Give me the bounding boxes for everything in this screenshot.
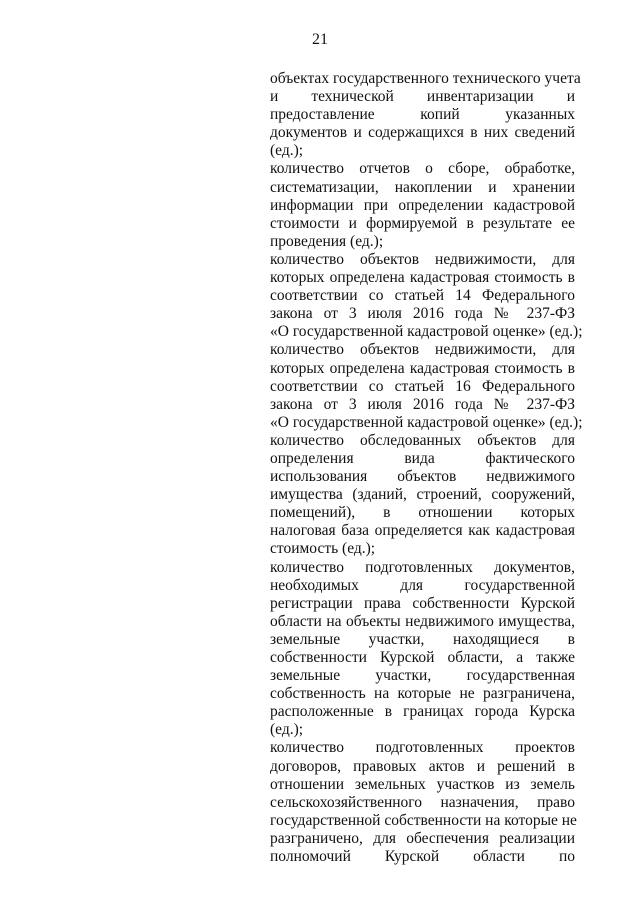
text-line: собственность на которые не разграничена, bbox=[270, 685, 575, 703]
document-body-text bbox=[270, 70, 583, 866]
text-line: закона от 3 июля 2016 года № 237-ФЗ bbox=[270, 305, 575, 323]
text-line: количество подготовленных документов, bbox=[270, 558, 575, 576]
text-line: количество подготовленных проектов bbox=[270, 739, 575, 757]
text-line: количество объектов недвижимости, для bbox=[270, 250, 575, 268]
text-line: области на объекты недвижимого имущества, bbox=[270, 612, 575, 630]
text-line: налоговая база определяется как кадастровая bbox=[270, 522, 575, 540]
text-line: полномочий Курской области по bbox=[270, 848, 575, 866]
text-line: земельные участки, государственная bbox=[270, 667, 575, 685]
text-line: разграничено, для обеспечения реализации bbox=[270, 829, 575, 847]
text-line: стоимости и формируемой в результате ее bbox=[270, 214, 575, 232]
text-line: закона от 3 июля 2016 года № 237-ФЗ bbox=[270, 395, 575, 413]
text-line: информации при определении кадастровой bbox=[270, 196, 575, 214]
text-line: предоставление копий указанных bbox=[270, 106, 575, 124]
text-line: (ед.); bbox=[270, 142, 304, 160]
text-line: определения вида фактического bbox=[270, 449, 575, 467]
text-line: которых определена кадастровая стоимость в bbox=[270, 269, 575, 287]
text-line: стоимость (ед.); bbox=[270, 540, 376, 558]
text-line: проведения (ед.); bbox=[270, 232, 384, 250]
text-line: соответствии со статьей 14 Федерального bbox=[270, 287, 575, 305]
text-line: количество обследованных объектов для bbox=[270, 431, 575, 449]
text-line: земельные участки, находящиеся в bbox=[270, 630, 575, 648]
text-line: (ед.); bbox=[270, 721, 304, 739]
text-line: объектах государственного технического учета bbox=[270, 70, 581, 87]
text-line: отношении земельных участков из земель bbox=[270, 775, 575, 793]
text-line: необходимых для государственной bbox=[270, 576, 575, 594]
text-line: собственности Курской области, а также bbox=[270, 649, 575, 666]
text-line: соответствии со статьей 16 Федерального bbox=[270, 377, 575, 395]
text-line: и технической инвентаризации и bbox=[270, 88, 575, 106]
text-line: количество отчетов о сборе, обработке, bbox=[270, 160, 575, 178]
text-line: государственной собственности на которые не bbox=[270, 811, 577, 829]
text-line: имущества (зданий, строений, сооружений, bbox=[270, 486, 575, 504]
text-line: систематизации, накоплении и хранении bbox=[270, 178, 575, 196]
text-line: которых определена кадастровая стоимость в bbox=[270, 359, 575, 377]
text-line: количество объектов недвижимости, для bbox=[270, 341, 575, 359]
text-line: документов и содержащихся в них сведений bbox=[270, 124, 575, 142]
text-line: «О государственной кадастровой оценке» (ед.); bbox=[270, 413, 583, 431]
text-line: договоров, правовых актов и решений в bbox=[270, 757, 575, 775]
page-number: 21 bbox=[312, 31, 328, 48]
text-line: расположенные в границах города Курска bbox=[270, 703, 575, 721]
text-line: «О государственной кадастровой оценке» (ед.); bbox=[270, 323, 583, 341]
text-line: регистрации права собственности Курской bbox=[270, 594, 575, 612]
text-line: сельскохозяйственного назначения, право bbox=[270, 793, 575, 811]
text-line: использования объектов недвижимого bbox=[270, 468, 575, 486]
text-line: помещений), в отношении которых bbox=[270, 504, 575, 522]
